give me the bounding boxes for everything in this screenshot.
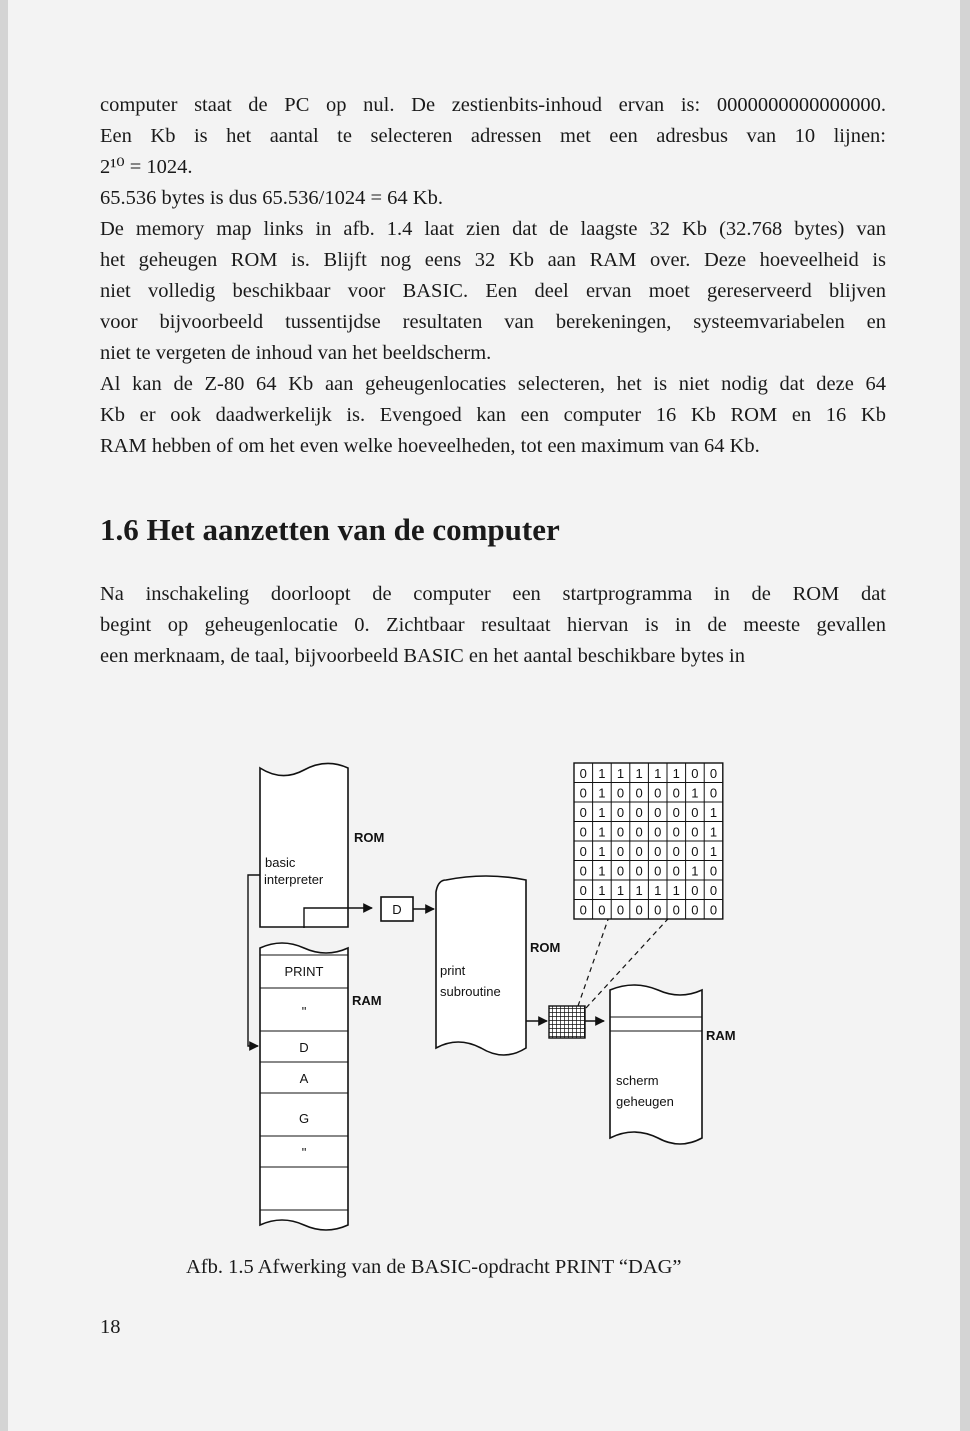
bit-cell: 1 xyxy=(672,765,680,781)
bit-cell: 0 xyxy=(616,785,625,801)
text-line: Na inschakeling doorloopt de computer een startprogramma in de ROM dat xyxy=(100,583,886,605)
bit-cell: 0 xyxy=(579,843,587,859)
text-line: computer staat de PC op nul. De zestienbits-inhoud ervan is: 0000000000000000. xyxy=(100,94,886,116)
bit-cell: 0 xyxy=(579,863,587,879)
d-register xyxy=(381,897,413,921)
rom-print-subroutine-block xyxy=(436,876,560,1055)
bit-cell: 0 xyxy=(579,882,587,898)
bit-cell: 0 xyxy=(709,765,718,781)
bit-cell: 1 xyxy=(635,765,643,781)
scherm-label: scherm xyxy=(616,1073,659,1088)
text-line: het geheugen ROM is. Blijft nog eens 32 Kb aan RAM over. Deze hoeveelheid is xyxy=(100,249,886,271)
bit-cell: 0 xyxy=(616,863,625,879)
bit-cell: 1 xyxy=(598,824,606,840)
bit-cell: 0 xyxy=(579,765,587,781)
bit-cell: 1 xyxy=(709,804,718,820)
bit-cell: 1 xyxy=(709,843,718,859)
bit-cell: 0 xyxy=(635,843,643,859)
ram-cell-label: D xyxy=(299,1040,309,1055)
bit-cell: 0 xyxy=(635,902,643,918)
basic-label: basic xyxy=(265,855,296,870)
bit-cell: 1 xyxy=(616,882,625,898)
rom-basic-block xyxy=(260,763,384,927)
ram-cell-label: G xyxy=(298,1111,310,1126)
ram-program-block xyxy=(260,943,382,1230)
bit-cell: 1 xyxy=(598,843,606,859)
subroutine-label: subroutine xyxy=(440,984,501,999)
d-register-label: D xyxy=(392,902,402,917)
geheugen-label: geheugen xyxy=(616,1094,674,1109)
bit-cell: 0 xyxy=(616,843,625,859)
bit-cell: 0 xyxy=(598,902,606,918)
ram-cell-label: PRINT xyxy=(284,964,324,979)
text-line: een merknaam, de taal, bijvoorbeeld BASIC en het aantal beschikbare bytes in xyxy=(100,645,745,667)
bit-cell: 0 xyxy=(672,843,680,859)
bit-cell: 1 xyxy=(598,785,606,801)
bit-cell: 0 xyxy=(691,765,699,781)
bit-cell: 0 xyxy=(709,785,718,801)
bit-cell: 0 xyxy=(654,902,662,918)
text-line: De memory map links in afb. 1.4 laat zien dat de laagste 32 Kb (32.768 bytes) van xyxy=(100,218,886,240)
bit-cell: 0 xyxy=(654,843,662,859)
text-line: voor bijvoorbeeld tussentijdse resultaten van berekeningen, systeemvariabelen en xyxy=(100,311,886,333)
ram-cell-label: " xyxy=(301,1145,307,1160)
text-line: Al kan de Z-80 64 Kb aan geheugenlocaties selecteren, het is niet nodig dat deze 64 xyxy=(100,373,886,395)
section-heading: 1.6 Het aanzetten van de computer xyxy=(100,512,560,547)
ram2-label: RAM xyxy=(706,1028,736,1043)
interpreter-label: interpreter xyxy=(264,872,324,887)
bit-cell: 0 xyxy=(654,863,662,879)
rom-label: ROM xyxy=(354,830,385,845)
bit-cell: 1 xyxy=(598,863,606,879)
bit-cell: 0 xyxy=(635,785,643,801)
bit-cell: 0 xyxy=(691,882,699,898)
bit-cell: 1 xyxy=(635,882,643,898)
bit-cell: 0 xyxy=(691,824,699,840)
book-page xyxy=(8,0,960,1431)
print-label: print xyxy=(440,963,466,978)
bit-cell: 1 xyxy=(709,824,718,840)
bit-cell: 0 xyxy=(654,824,662,840)
bit-cell: 1 xyxy=(654,765,662,781)
bit-cell: 0 xyxy=(691,804,699,820)
bit-matrix xyxy=(574,763,723,919)
bit-cell: 0 xyxy=(672,785,680,801)
bit-cell: 0 xyxy=(709,882,718,898)
bit-cell: 0 xyxy=(691,902,699,918)
bit-cell: 1 xyxy=(598,804,606,820)
ram-cell-label: " xyxy=(301,1004,307,1019)
bit-cell: 0 xyxy=(579,804,587,820)
ram-screen-memory-block xyxy=(610,985,736,1144)
projection-line-left xyxy=(578,908,612,1006)
bit-cell: 0 xyxy=(672,863,680,879)
bit-cell: 1 xyxy=(654,882,662,898)
text-line: RAM hebben of om het even welke hoeveelheden, tot een maximum van 64 Kb. xyxy=(100,435,760,457)
text-line: 65.536 bytes is dus 65.536/1024 = 64 Kb. xyxy=(100,187,443,209)
text-line: begint op geheugenlocatie 0. Zichtbaar resultaat hiervan is in de meeste gevallen xyxy=(100,614,886,636)
bit-cell: 1 xyxy=(691,863,699,879)
feedback-arrow xyxy=(248,875,260,1046)
text-line: niet te vergeten de inhoud van het beeldscherm. xyxy=(100,342,492,364)
bit-cell: 0 xyxy=(635,824,643,840)
bit-cell: 0 xyxy=(691,843,699,859)
bit-cell: 0 xyxy=(616,824,625,840)
bit-cell: 0 xyxy=(579,785,587,801)
text-line: Kb er ook daadwerkelijk is. Evengoed kan een computer 16 Kb ROM en 16 Kb xyxy=(100,404,886,426)
bit-cell: 0 xyxy=(579,902,587,918)
print-dag-diagram xyxy=(8,0,960,1431)
rom2-label: ROM xyxy=(530,940,561,955)
bit-cell: 0 xyxy=(616,804,625,820)
bit-cell: 0 xyxy=(654,785,662,801)
bit-cell: 0 xyxy=(635,804,643,820)
bit-cell: 1 xyxy=(598,882,606,898)
figure-caption: Afb. 1.5 Afwerking van de BASIC-opdracht PRINT “DAG” xyxy=(186,1256,682,1278)
bit-cell: 1 xyxy=(616,765,625,781)
page-number: 18 xyxy=(100,1316,121,1338)
text-line: Een Kb is het aantal te selecteren adressen met een adresbus van 10 lijnen: xyxy=(100,125,886,147)
bit-cell: 0 xyxy=(635,863,643,879)
character-pattern-icon xyxy=(549,1006,585,1038)
bit-cell: 1 xyxy=(672,882,680,898)
bit-cell: 0 xyxy=(672,804,680,820)
ram-label: RAM xyxy=(352,993,382,1008)
bit-cell: 0 xyxy=(672,824,680,840)
bit-cell: 1 xyxy=(598,765,606,781)
bit-cell: 1 xyxy=(691,785,699,801)
text-line: 2¹⁰ = 1024. xyxy=(100,156,193,178)
bit-cell: 0 xyxy=(672,902,680,918)
bit-cell: 0 xyxy=(709,863,718,879)
text-line: niet volledig beschikbaar voor BASIC. Een deel ervan moet gereserveerd blijven xyxy=(100,280,886,302)
bit-cell: 0 xyxy=(616,902,625,918)
bit-cell: 0 xyxy=(709,902,718,918)
ram-cell-label: A xyxy=(299,1071,309,1086)
bit-cell: 0 xyxy=(579,824,587,840)
bit-cell: 0 xyxy=(654,804,662,820)
